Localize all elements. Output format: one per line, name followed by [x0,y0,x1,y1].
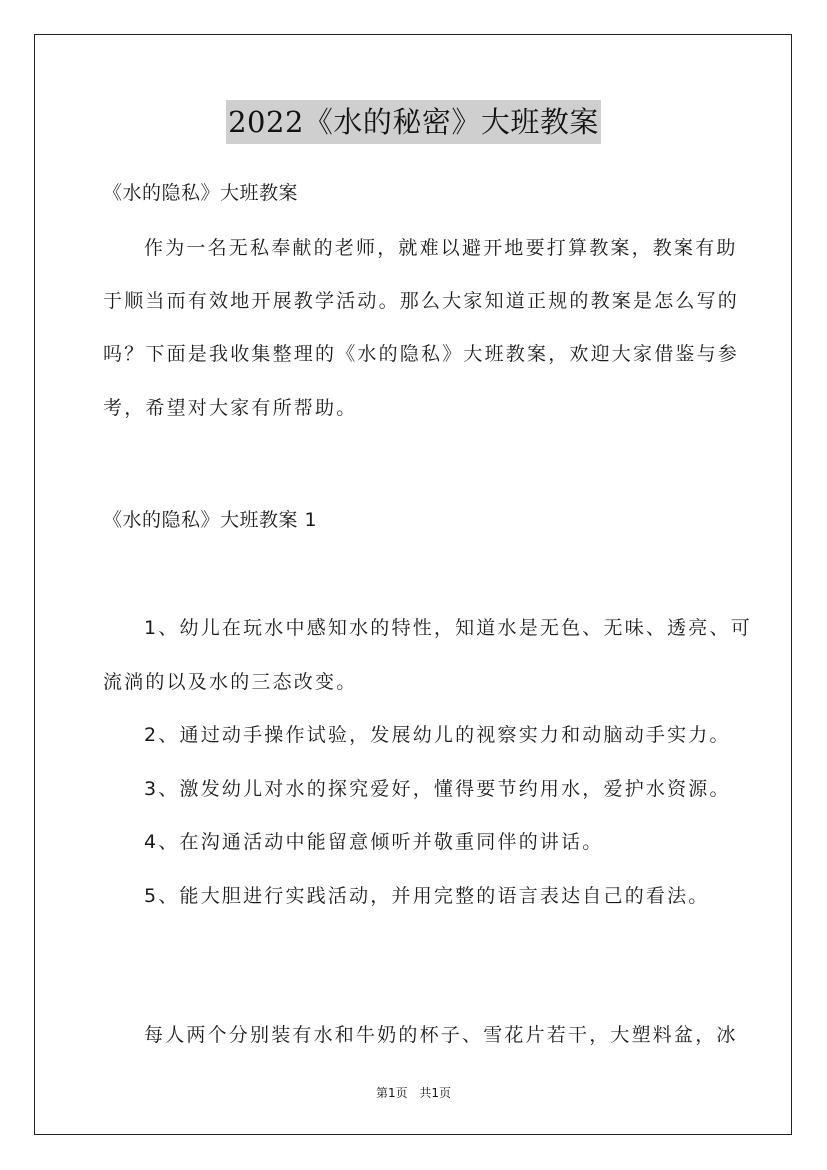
intro-line: 吗？下面是我收集整理的《水的隐私》大班教案，欢迎大家借鉴与参 [103,343,740,365]
document-title: 2022《水的秘密》大班教案 [226,100,601,144]
materials-line: 每人两个分别装有水和牛奶的杯子、雪花片若干，大塑料盆，冰 [144,1024,738,1046]
goal-line: 2、通过动手操作试验，发展幼儿的视察实力和动脑动手实力。 [144,724,731,746]
title-container [0,100,827,144]
total-pages: 共1页 [419,1086,452,1100]
document-subtitle: 《水的隐私》大班教案 [103,182,299,204]
goal-line: 1、幼儿在玩水中感知水的特性，知道水是无色、无味、透亮、可 [144,617,752,639]
intro-line: 考，希望对大家有所帮助。 [103,397,358,419]
intro-line: 于顺当而有效地开展教学活动。那么大家知道正规的教案是怎么写的 [103,290,740,312]
intro-line: 作为一名无私奉献的老师，就难以避开地要打算教案，教案有助 [144,237,738,259]
goal-line: 5、能大胆进行实践活动，并用完整的语言表达自己的看法。 [144,885,710,907]
section-heading: 《水的隐私》大班教案 1 [103,509,318,531]
goal-line: 流淌的以及水的三态改变。 [103,671,358,693]
page-footer [0,1084,827,1101]
goal-line: 4、在沟通活动中能留意倾听并敬重同伴的讲话。 [144,831,604,853]
page-number: 第1页 [375,1086,408,1100]
goal-line: 3、激发幼儿对水的探究爱好，懂得要节约用水，爱护水资源。 [144,778,731,800]
